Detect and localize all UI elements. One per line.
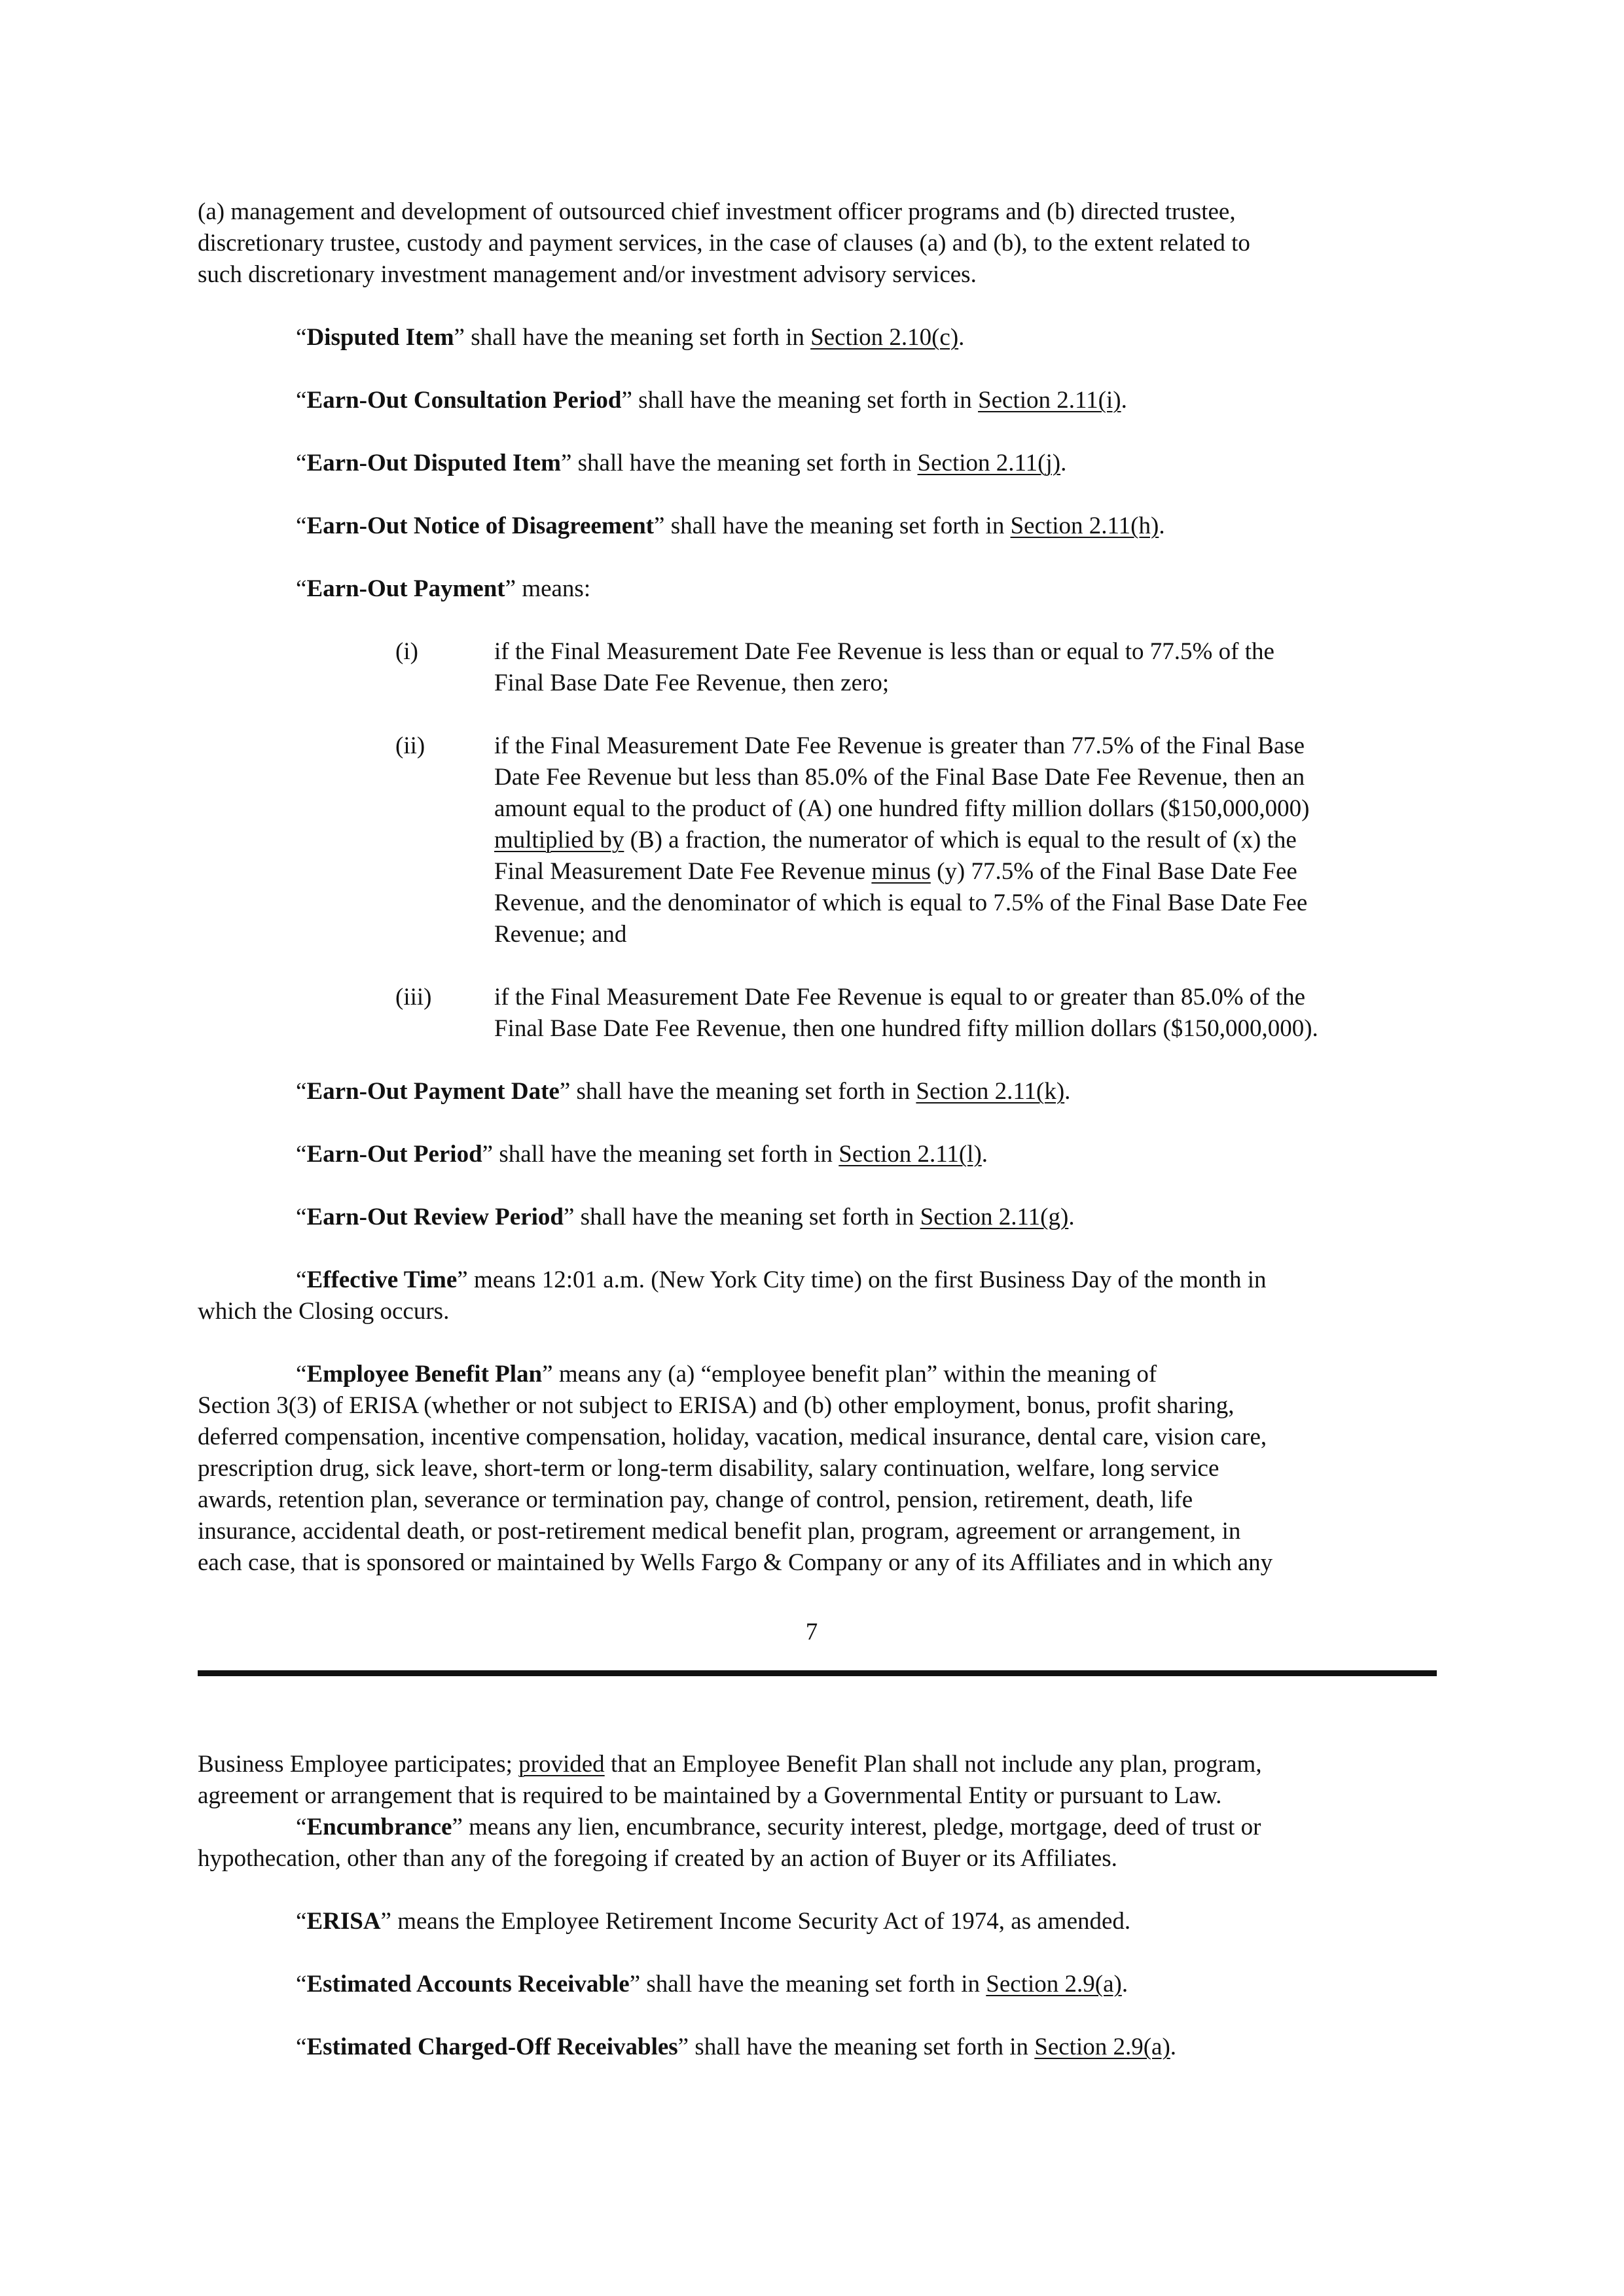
defined-term: Earn-Out Disputed Item (306, 450, 561, 476)
text-line: such discretionary investment management and/or investment advisory services. (198, 261, 977, 288)
defined-term: Effective Time (306, 1266, 458, 1293)
text-line: if the Final Measurement Date Fee Revenue is less than or equal to 77.5% of the (494, 638, 1274, 665)
defined-term: Earn-Out Payment Date (306, 1078, 560, 1105)
text-line: agreement or arrangement that is required to be maintained by a Governmental Entity or pursuant to Law. (198, 1782, 1222, 1809)
defined-term: Earn-Out Consultation Period (306, 387, 622, 414)
list-item-text (494, 636, 1443, 699)
definition-text: means the Employee Retirement Income Security Act of 1974, as amended. (391, 1908, 1131, 1935)
page-number: 7 (805, 1619, 818, 1645)
definition-employee-benefit-plan (198, 1359, 1441, 1579)
defined-term: ERISA (306, 1908, 381, 1935)
section-reference-link[interactable]: Section 2.11(j) (917, 450, 1061, 476)
definition-earn-out-disputed-item: “Earn-Out Disputed Item” shall have the meaning set forth in Section 2.11(j). (296, 450, 1067, 476)
text-line (494, 827, 1297, 853)
definition-earn-out-payment: “Earn-Out Payment” means: (296, 575, 591, 602)
definition-encumbrance (198, 1812, 1441, 1874)
definition-text: shall have the meaning set forth in (640, 1971, 986, 1998)
definition-text: shall have the meaning set forth in (571, 450, 918, 476)
text-line: insurance, accidental death, or post-retirement medical benefit plan, program, agreement or arrangement, in (198, 1518, 1241, 1545)
definition-erisa: “ERISA” means the Employee Retirement Income Security Act of 1974, as amended. (296, 1908, 1131, 1935)
text-line: hypothecation, other than any of the foregoing if created by an action of Buyer or its Affiliates. (198, 1845, 1117, 1872)
definition-earn-out-review-period: “Earn-Out Review Period” shall have the meaning set forth in Section 2.11(g). (296, 1204, 1075, 1230)
section-reference-link[interactable]: Section 2.11(h) (1010, 512, 1159, 539)
list-item-text (494, 982, 1443, 1045)
text-line: Date Fee Revenue but less than 85.0% of the Final Base Date Fee Revenue, then an (494, 764, 1305, 791)
defined-term: Employee Benefit Plan (306, 1361, 543, 1388)
definition-text: means 12:01 a.m. (New York City time) on the first Business Day of the month in (467, 1266, 1267, 1293)
continuation-paragraph (198, 1749, 1441, 1812)
section-reference-link[interactable]: Section 2.11(i) (978, 387, 1121, 414)
underlined-term: provided (518, 1751, 605, 1778)
text-line (494, 858, 1297, 885)
text-line: “Employee Benefit Plan” means any (a) “employee benefit plan” within the meaning of (296, 1361, 1157, 1388)
page-separator (198, 1670, 1437, 1676)
definition-earn-out-notice-of-disagreement: “Earn-Out Notice of Disagreement” shall have the meaning set forth in Section 2.11(h). (296, 512, 1165, 539)
text-line: discretionary trustee, custody and payment services, in the case of clauses (a) and (b), to the extent related to (198, 230, 1250, 257)
text-fragment: Business Employee participates; (198, 1751, 519, 1778)
text-fragment: (y) 77.5% of the Final Base Date Fee (930, 858, 1297, 885)
definition-estimated-charged-off-receivables: “Estimated Charged-Off Receivables” shall have the meaning set forth in Section 2.9(a). (296, 2034, 1177, 2060)
underlined-term: multiplied by (494, 827, 624, 853)
text-line: Section 3(3) of ERISA (whether or not subject to ERISA) and (b) other employment, bonus, profit sharing, (198, 1392, 1235, 1419)
definition-text: shall have the meaning set forth in (664, 512, 1011, 539)
text-line: Revenue, and the denominator of which is equal to 7.5% of the Final Base Date Fee (494, 889, 1308, 916)
section-reference-link[interactable]: Section 2.9(a) (1034, 2034, 1170, 2060)
definition-text: shall have the meaning set forth in (689, 2034, 1035, 2060)
defined-term: Earn-Out Payment (306, 575, 505, 602)
text-line: “Effective Time” means 12:01 a.m. (New York City time) on the first Business Day of the month in (296, 1266, 1267, 1293)
text-line: which the Closing occurs. (198, 1298, 450, 1325)
underlined-term: minus (871, 858, 931, 885)
text-line: if the Final Measurement Date Fee Revenue is greater than 77.5% of the Final Base (494, 732, 1305, 759)
list-item-number: (i) (395, 638, 418, 665)
definition-earn-out-consultation-period: “Earn-Out Consultation Period” shall have the meaning set forth in Section 2.11(i). (296, 387, 1127, 414)
text-line: Final Base Date Fee Revenue, then one hundred fifty million dollars ($150,000,000). (494, 1015, 1318, 1042)
defined-term: Encumbrance (306, 1814, 452, 1840)
text-line: prescription drug, sick leave, short-term or long-term disability, salary continuation, welfare, long service (198, 1455, 1219, 1482)
defined-term: Earn-Out Review Period (306, 1204, 564, 1230)
defined-term: Earn-Out Notice of Disagreement (306, 512, 654, 539)
definition-estimated-accounts-receivable: “Estimated Accounts Receivable” shall have the meaning set forth in Section 2.9(a). (296, 1971, 1128, 1998)
text-line: (a) management and development of outsourced chief investment officer programs and (b) directed trustee, (198, 198, 1236, 225)
section-reference-link[interactable]: Section 2.11(g) (920, 1204, 1069, 1230)
text-line: Final Base Date Fee Revenue, then zero; (494, 670, 890, 696)
definition-text: shall have the meaning set forth in (493, 1141, 839, 1168)
definition-effective-time (198, 1265, 1441, 1327)
list-item-text (494, 730, 1443, 950)
definition-text: shall have the meaning set forth in (570, 1078, 916, 1105)
definition-text: means any (a) “employee benefit plan” within the meaning of (552, 1361, 1157, 1388)
definition-disputed-item: “Disputed Item” shall have the meaning set forth in Section 2.10(c). (296, 324, 965, 351)
defined-term: Estimated Charged-Off Receivables (306, 2034, 678, 2060)
text-line: each case, that is sponsored or maintained by Wells Fargo & Company or any of its Affiliates and in which any (198, 1549, 1273, 1576)
definition-text: shall have the meaning set forth in (574, 1204, 920, 1230)
defined-term: Estimated Accounts Receivable (306, 1971, 630, 1998)
text-line: awards, retention plan, severance or termination pay, change of control, pension, retirement, death, life (198, 1486, 1193, 1513)
definition-text: shall have the meaning set forth in (464, 324, 811, 351)
definition-text: means any lien, encumbrance, security interest, pledge, mortgage, deed of trust or (462, 1814, 1261, 1840)
text-line: “Encumbrance” means any lien, encumbrance, security interest, pledge, mortgage, deed of trust or (296, 1814, 1261, 1840)
text-fragment: Final Measurement Date Fee Revenue (494, 858, 872, 885)
definition-text: shall have the meaning set forth in (632, 387, 979, 414)
text-fragment: (B) a fraction, the numerator of which is equal to the result of (x) the (624, 827, 1297, 853)
list-item-number: (iii) (395, 984, 432, 1011)
defined-term: Disputed Item (306, 324, 454, 351)
text-line: if the Final Measurement Date Fee Revenue is equal to or greater than 85.0% of the (494, 984, 1306, 1011)
definition-earn-out-period: “Earn-Out Period” shall have the meaning set forth in Section 2.11(l). (296, 1141, 988, 1168)
section-reference-link[interactable]: Section 2.9(a) (986, 1971, 1122, 1998)
text-line: amount equal to the product of (A) one hundred fifty million dollars ($150,000,000) (494, 795, 1310, 822)
definition-text: means: (516, 575, 591, 602)
text-line (198, 1751, 1262, 1778)
list-item-number: (ii) (395, 732, 425, 759)
section-reference-link[interactable]: Section 2.11(k) (916, 1078, 1065, 1105)
text-line: Revenue; and (494, 921, 627, 948)
text-fragment: that an Employee Benefit Plan shall not include any plan, program, (604, 1751, 1262, 1778)
definition-earn-out-payment-date: “Earn-Out Payment Date” shall have the meaning set forth in Section 2.11(k). (296, 1078, 1071, 1105)
section-reference-link[interactable]: Section 2.10(c) (810, 324, 959, 351)
defined-term: Earn-Out Period (306, 1141, 482, 1168)
text-line: deferred compensation, incentive compensation, holiday, vacation, medical insurance, dental care, vision care, (198, 1424, 1267, 1450)
intro-paragraph (198, 196, 1441, 291)
section-reference-link[interactable]: Section 2.11(l) (839, 1141, 982, 1168)
